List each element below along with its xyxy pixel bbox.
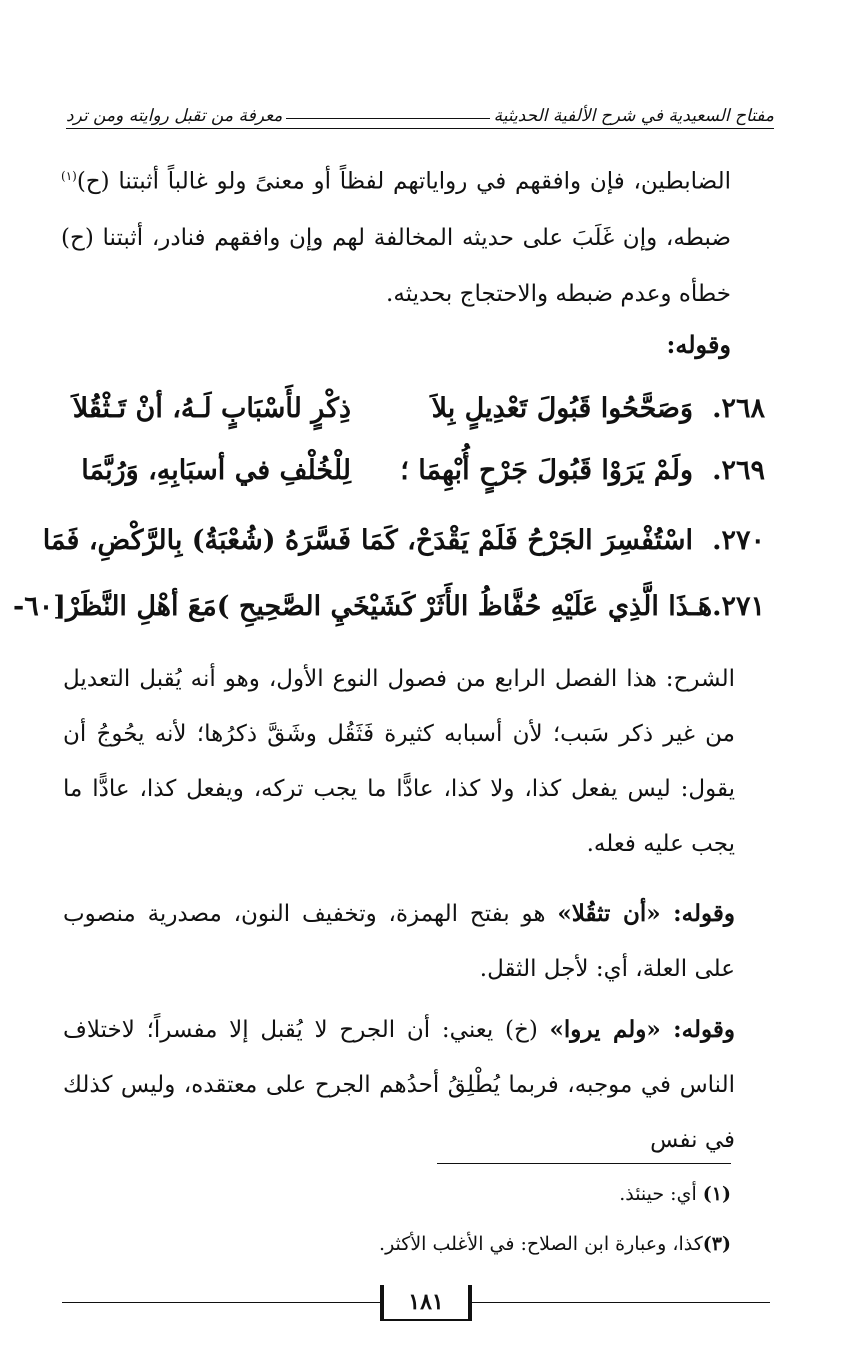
verse-second-hemistich: ذِكْرٍ لأَسْبَابٍ لَـهُ، أنْ تَـثْقُلاَ — [72, 392, 351, 424]
quoted-term: وقوله: «أن تثقُلا» — [557, 900, 735, 927]
intro-line-2: ضبطه، وإن غَلَبَ على حديثه المخالفة لهم وإن وافقهم فنادر، أثبتنا (ح) — [61, 224, 731, 251]
verses-label: وقوله: — [666, 330, 731, 359]
header-divider — [66, 128, 774, 129]
verse-269 — [13, 442, 765, 498]
verse-number: ٢٧٠. — [712, 524, 765, 556]
footnote-ref-1: (١) — [61, 169, 77, 183]
verse-second-hemistich: كَشَيْخَيِ الصَّحِيحِ )مَعَ أهْلِ النَّظَرْ[٦٠- — [13, 590, 416, 622]
page-number: ١٨١ — [380, 1285, 472, 1321]
running-header — [66, 92, 774, 126]
commentary-paragraph: الشرح: هذا الفصل الرابع من فصول النوع الأول، وهو أنه يُقبل التعديل من غير ذكر سَبب؛ لأن أسبابه كثيرة فَثَقُل وشَقَّ ذكرُها؛ لأنه يحُوجُ أن يقول: ليس يفعل كذا، ولا كذا، عادًّا ما يجب تركه، ويفعل كذا، عادًّا ما يجب عليه فعله. — [63, 666, 735, 857]
verse-first-hemistich: هَـذَا الَّذِي عَلَيْهِ حُفَّاظُ الأَثَرْ — [422, 590, 713, 622]
commentary-paragraph-3 — [63, 1002, 735, 1168]
footnote-text: كذا، وعبارة ابن الصلاح: في الأغلب الأكثر. — [379, 1233, 703, 1255]
intro-line-1: الضابطين، فإن وافقهم في رواياتهم لفظاً أو معنىً ولو غالباً أثبتنا (ح) — [76, 168, 731, 195]
verse-271 — [13, 578, 765, 634]
header-rule — [286, 118, 489, 119]
verse-268 — [13, 380, 765, 436]
footnote-1 — [619, 1183, 731, 1205]
verse-first-hemistich: ولَمْ يَرَوْا قَبُولَ جَرْحٍ أُبْهِمَا ؛ — [400, 454, 693, 486]
verse-number: ٢٧١. — [712, 590, 765, 622]
verse-number: ٢٦٩. — [712, 454, 765, 486]
footnote-text: أي: حينئذ. — [619, 1183, 703, 1205]
verse-first-hemistich: وَصَحَّحُوا قَبُولَ تَعْدِيلٍ بِلاَ — [431, 392, 693, 424]
footnote-marker: (٣) — [702, 1233, 731, 1255]
header-chapter-title: معرفة من تقبل روايته ومن ترد — [66, 106, 283, 126]
paragraph-text: (خ) يعني: أن الجرح لا يُقبل إلا مفسراً؛ لاختلاف الناس في موجبه، فربما يُطْلِقُ أحدُهم الجرح على معتقده، وليس كذلك في نفس — [63, 1017, 735, 1153]
verse-270 — [13, 512, 765, 568]
verse-number: ٢٦٨. — [712, 392, 765, 424]
footnote-separator — [437, 1163, 731, 1164]
commentary-paragraph-2 — [63, 886, 735, 997]
quoted-term: وقوله: «ولم يروا» — [549, 1016, 735, 1043]
verse-second-hemistich: فَسَّرَهُ (شُعْبَةُ) بِالرَّكْضِ، فَمَا — [42, 524, 351, 556]
verse-first-hemistich: اسْتُفْسِرَ الجَرْحُ فَلَمْ يَقْدَحْ، كَمَا — [361, 524, 693, 556]
header-book-title: مفتاح السعيدية في شرح الألفية الحديثية — [493, 106, 774, 126]
paragraph-text: هو بفتح الهمزة، وتخفيف النون، مصدرية منصوب على العلة، أي: لأجل الثقل. — [63, 901, 735, 982]
verse-second-hemistich: لِلْخُلْفِ في أسبَابِهِ، وَرُبَّمَا — [81, 454, 351, 486]
intro-paragraph — [61, 148, 731, 322]
intro-line-3: خطأه وعدم ضبطه والاحتجاج بحديثه. — [386, 280, 731, 307]
footnote-3 — [379, 1233, 731, 1255]
footnote-marker: (١) — [702, 1183, 731, 1205]
